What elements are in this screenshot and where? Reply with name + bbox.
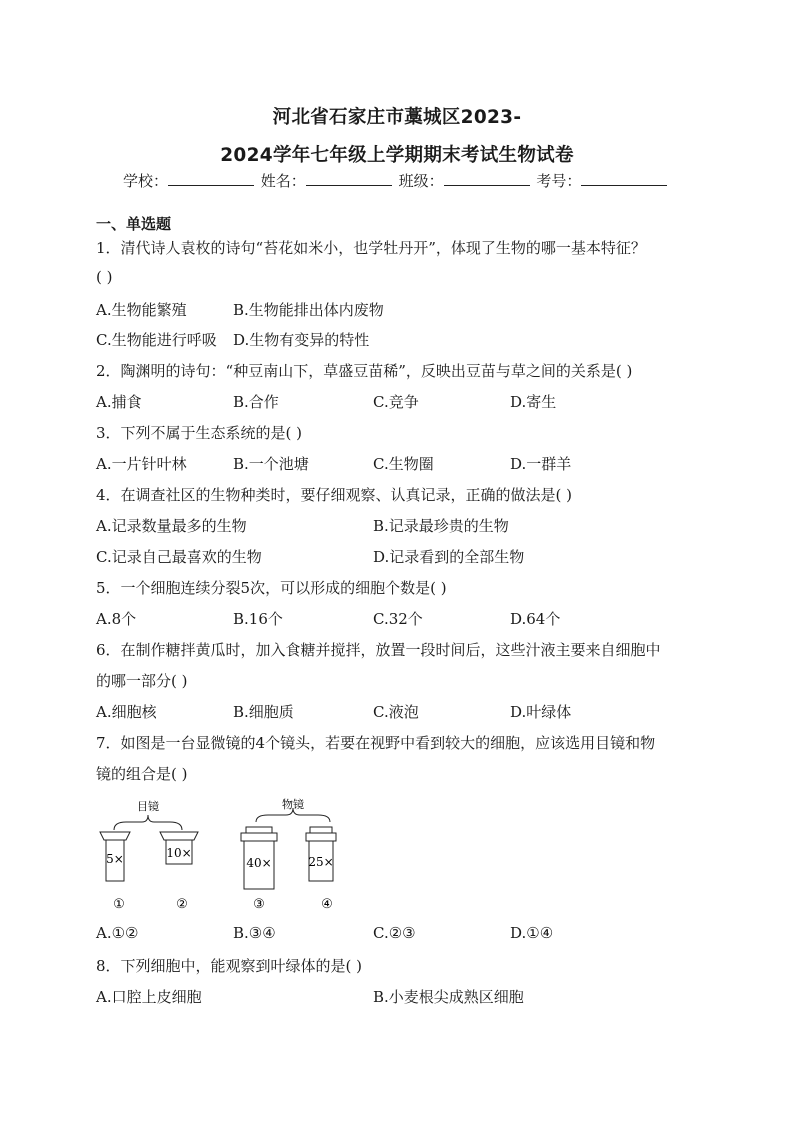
q1-option-c: C.生物能进行呼吸 xyxy=(96,331,217,349)
name-blank xyxy=(306,171,392,186)
q8-stem: 8．下列细胞中，能观察到叶绿体的是( ) xyxy=(96,957,363,975)
q5-option-a: A.8个 xyxy=(96,610,137,628)
q1-option-b: B.生物能排出体内废物 xyxy=(233,301,384,319)
q4-option-a: A.记录数量最多的生物 xyxy=(96,517,247,535)
q2-option-b: B.合作 xyxy=(233,393,279,411)
lens-2-number: ② xyxy=(176,897,188,912)
q6-stem-cont: 的哪一部分( ) xyxy=(96,672,188,690)
q8-option-b: B.小麦根尖成熟区细胞 xyxy=(373,988,524,1006)
q1-stem: 1．清代诗人袁枚的诗句“苔花如米小，也学牡丹开”，体现了生物的哪一基本特征？ xyxy=(96,239,646,257)
q2-option-c: C.竞争 xyxy=(373,393,419,411)
q3-option-d: D.一群羊 xyxy=(510,455,572,473)
lens-3 xyxy=(241,827,277,889)
eyepiece-brace xyxy=(114,815,182,830)
lens-2-magnification: 10× xyxy=(166,846,192,860)
q1-stem-cont: ( ) xyxy=(96,268,113,286)
q4-option-d: D.记录看到的全部生物 xyxy=(373,548,525,566)
q3-option-b: B.一个池塘 xyxy=(233,455,309,473)
q6-option-c: C.液泡 xyxy=(373,703,419,721)
lens-4 xyxy=(306,827,336,881)
school-blank xyxy=(168,171,254,186)
q5-option-b: B.16个 xyxy=(233,610,283,628)
q5-option-c: C.32个 xyxy=(373,610,423,628)
lens-3-number: ③ xyxy=(253,897,265,912)
lens-1-number: ① xyxy=(113,897,125,912)
q7-option-c: C.②③ xyxy=(373,924,416,942)
lens-3-magnification: 40× xyxy=(246,856,272,870)
q4-option-b: B.记录最珍贵的生物 xyxy=(373,517,509,535)
q4-stem: 4．在调查社区的生物种类时，要仔细观察、认真记录，正确的做法是( ) xyxy=(96,486,573,504)
exam-title-line2: 2024学年七年级上学期期末考试生物试卷 xyxy=(220,145,574,166)
number-label: 考号： xyxy=(536,172,582,190)
q8-option-a: A.口腔上皮细胞 xyxy=(96,988,202,1006)
objective-label: 物镜 xyxy=(282,798,304,811)
objective-brace xyxy=(256,808,330,822)
q7-stem: 7．如图是一台显微镜的4个镜头，若要在视野中看到较大的细胞，应该选用目镜和物 xyxy=(96,734,656,752)
q2-stem: 2．陶渊明的诗句：“种豆南山下，草盛豆苗稀”，反映出豆苗与草之间的关系是( ) xyxy=(96,362,633,380)
q4-option-c: C.记录自己最喜欢的生物 xyxy=(96,548,262,566)
student-info-row xyxy=(123,170,669,191)
q5-option-d: D.64个 xyxy=(510,610,561,628)
q7-option-b: B.③④ xyxy=(233,924,276,942)
q1-option-a: A.生物能繁殖 xyxy=(96,301,187,319)
lens-4-number: ④ xyxy=(321,897,333,912)
eyepiece-label: 目镜 xyxy=(137,800,159,813)
q6-option-a: A.细胞核 xyxy=(96,703,157,721)
class-label: 班级： xyxy=(398,172,444,190)
lens-4-magnification: 25× xyxy=(308,855,334,869)
q2-option-a: A.捕食 xyxy=(96,393,142,411)
exam-title-line1: 河北省石家庄市藁城区2023- xyxy=(272,107,522,128)
q6-option-d: D.叶绿体 xyxy=(510,703,572,721)
section-heading: 一、单选题 xyxy=(96,215,172,233)
q5-stem: 5．一个细胞连续分裂5次，可以形成的细胞个数是( ) xyxy=(96,579,447,597)
q1-option-d: D.生物有变异的特性 xyxy=(233,331,370,349)
q3-option-a: A.一片针叶林 xyxy=(96,455,187,473)
q6-option-b: B.细胞质 xyxy=(233,703,294,721)
number-blank xyxy=(581,171,667,186)
class-blank xyxy=(444,171,530,186)
q6-stem: 6．在制作糖拌黄瓜时，加入食糖并搅拌，放置一段时间后，这些汁液主要来自细胞中 xyxy=(96,641,661,659)
lens-1 xyxy=(100,832,130,881)
q3-stem: 3．下列不属于生态系统的是( ) xyxy=(96,424,303,442)
lens-2 xyxy=(160,832,198,864)
q3-option-c: C.生物圈 xyxy=(373,455,434,473)
q7-option-d: D.①④ xyxy=(510,924,554,942)
q2-option-d: D.寄生 xyxy=(510,393,557,411)
school-label: 学校： xyxy=(123,172,169,190)
name-label: 姓名： xyxy=(260,172,306,190)
microscope-lens-figure xyxy=(96,792,366,917)
q7-stem-cont: 镜的组合是( ) xyxy=(96,765,188,783)
lens-1-magnification: 5× xyxy=(106,852,124,866)
q7-option-a: A.①② xyxy=(96,924,139,942)
